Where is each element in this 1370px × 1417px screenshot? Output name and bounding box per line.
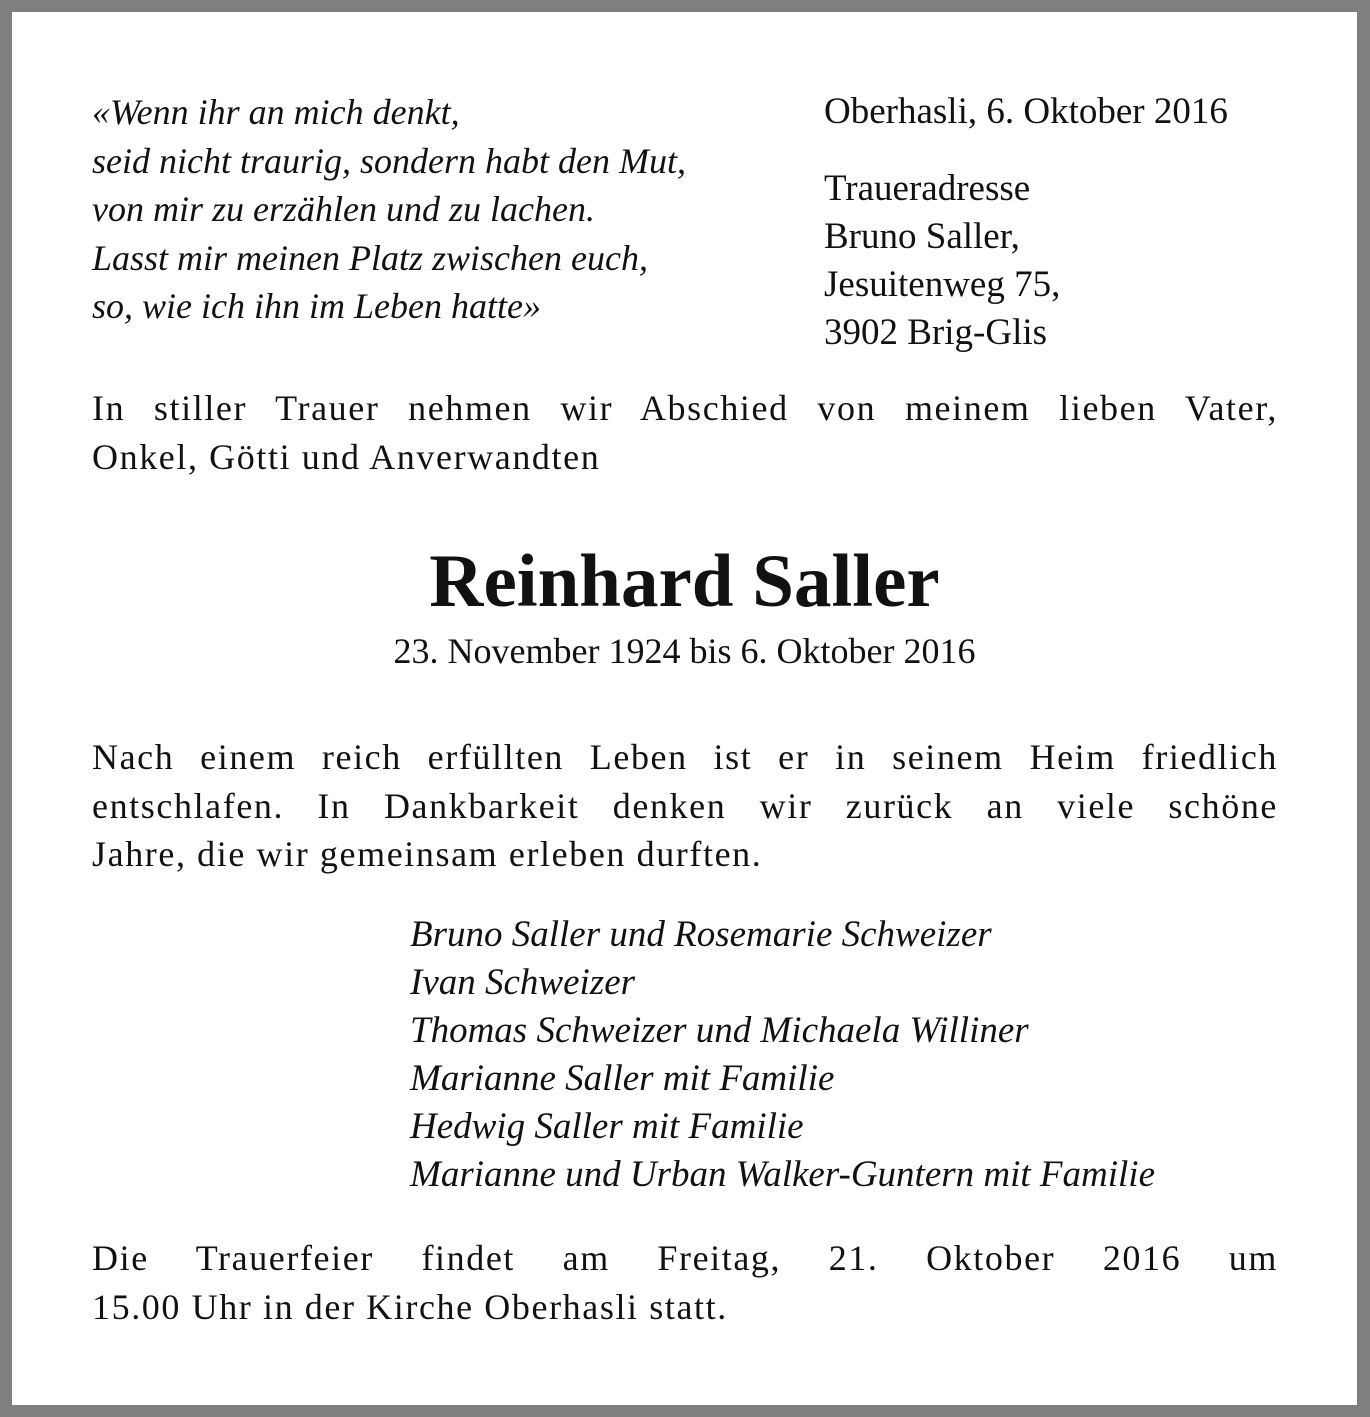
body-paragraph — [92, 733, 1278, 879]
address-line: Bruno Saller, — [824, 216, 1020, 257]
quote-line: seid nicht traurig, sondern habt den Mut, — [92, 140, 686, 181]
service-notice — [92, 1234, 1278, 1331]
mourner-line: Hedwig Saller mit Familie — [410, 1106, 804, 1147]
intro-line: In stiller Trauer nehmen wir Abschied von meinem lieben Vater, — [92, 388, 1278, 428]
mourners-list — [410, 911, 1155, 1199]
address-line: Jesuitenweg 75, — [824, 264, 1061, 305]
body-line: entschlafen. In Dankbarkeit denken wir zurück an viele schöne — [92, 785, 1278, 826]
mourner-line: Bruno Saller und Rosemarie Schweizer — [410, 914, 992, 955]
deceased-name: Reinhard Saller — [429, 540, 940, 623]
intro-paragraph — [92, 384, 1278, 481]
life-dates: 23. November 1924 bis 6. Oktober 2016 — [393, 631, 976, 671]
mourner-line: Ivan Schweizer — [410, 962, 636, 1003]
mourner-line: Marianne Saller mit Familie — [410, 1058, 835, 1099]
mourner-line: Marianne und Urban Walker-Guntern mit Familie — [410, 1154, 1156, 1195]
service-line: Die Trauerfeier findet am Freitag, 21. Oktober 2016 um — [92, 1238, 1278, 1278]
address-line: Traueradresse — [824, 168, 1031, 209]
obituary-card — [12, 12, 1357, 1405]
service-line: 15.00 Uhr in der Kirche Oberhasli statt. — [92, 1286, 728, 1327]
body-line: Jahre, die wir gemeinsam erleben durften. — [92, 834, 763, 874]
mourning-address — [824, 165, 1060, 357]
address-line: 3902 Brig-Glis — [824, 312, 1048, 353]
memorial-quote — [92, 88, 686, 331]
quote-line: Lasst mir meinen Platz zwischen euch, — [92, 237, 648, 278]
mourner-line: Thomas Schweizer und Michaela Williner — [410, 1010, 1029, 1051]
intro-line: Onkel, Götti und Anverwandten — [92, 436, 601, 477]
place-date: Oberhasli, 6. Oktober 2016 — [824, 91, 1228, 132]
quote-line: «Wenn ihr an mich denkt, — [92, 92, 460, 132]
body-line: Nach einem reich erfüllten Leben ist er in seinem Heim friedlich — [92, 737, 1278, 777]
quote-line: so, wie ich ihn im Leben hatte» — [92, 286, 541, 326]
quote-line: von mir zu erzählen und zu lachen. — [92, 189, 595, 229]
